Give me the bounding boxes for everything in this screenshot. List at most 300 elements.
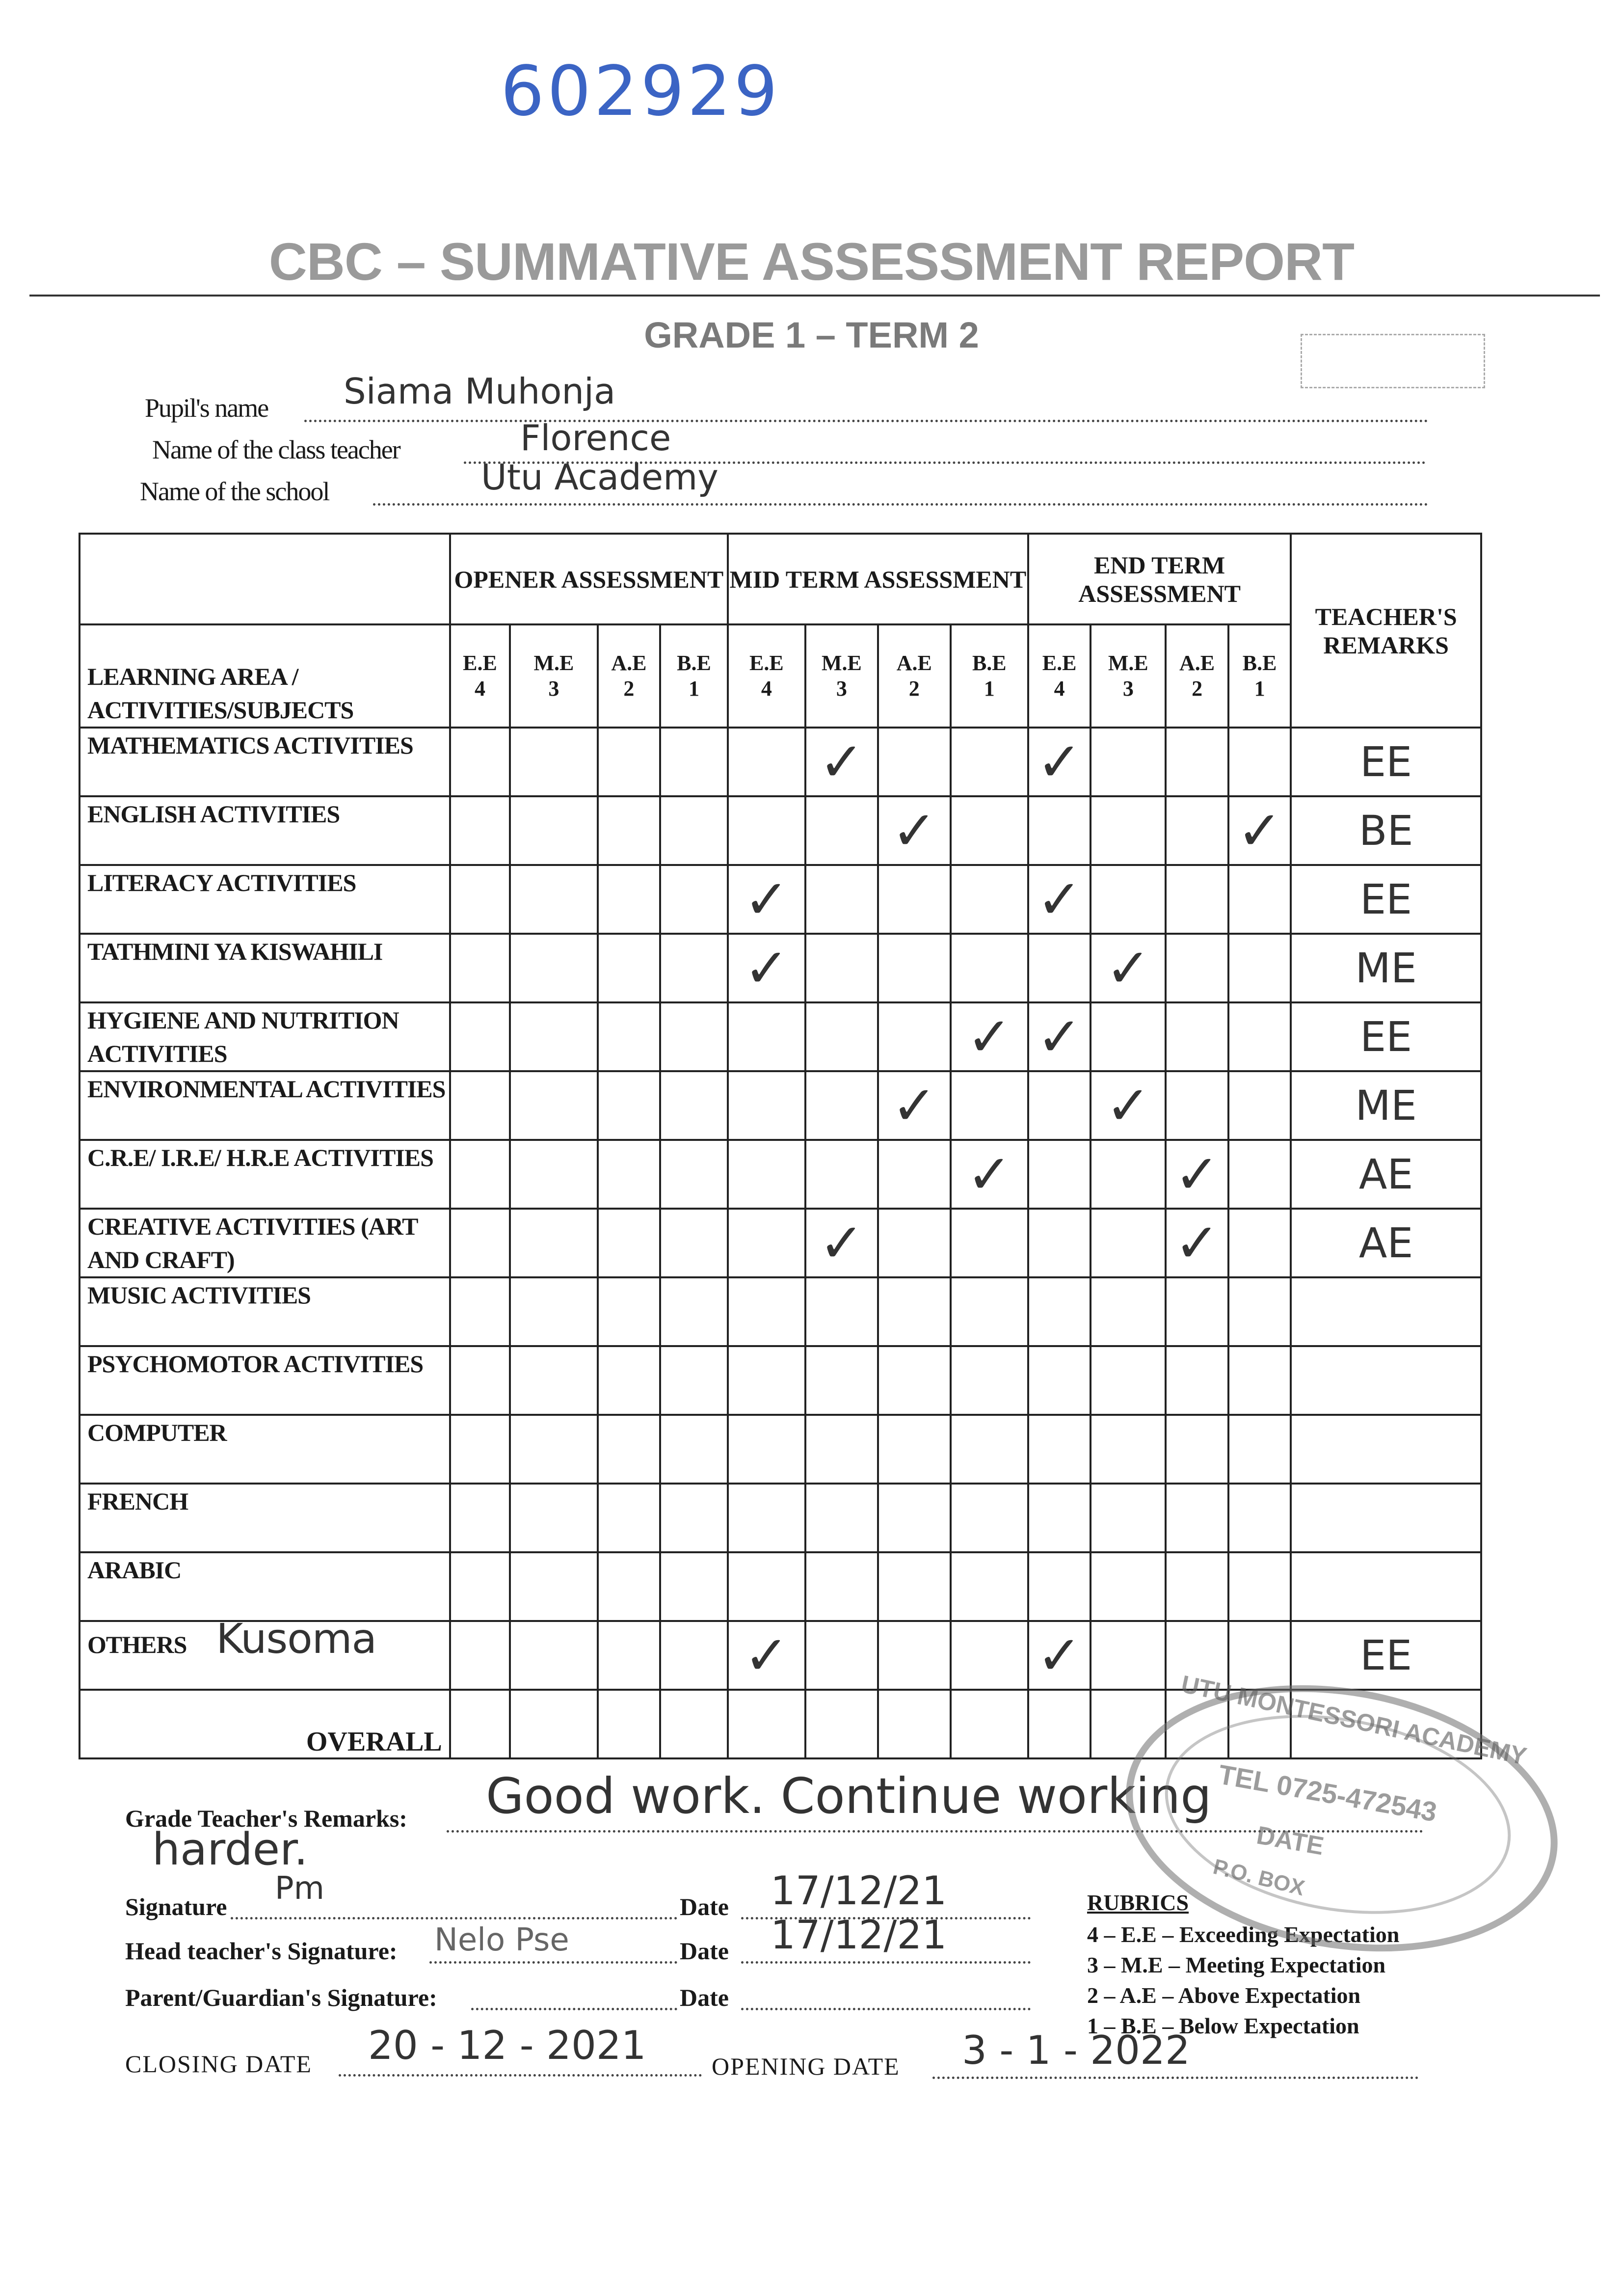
opener-ae-cell [598,1140,660,1209]
opener-ee-cell [450,1415,510,1484]
mid-be-cell [951,1552,1028,1621]
opener-ae-cell [598,1552,660,1621]
teacher-remark-cell: BE [1291,796,1481,865]
end-ee-cell [1028,1346,1091,1415]
opening-date-label: OPENING DATE [712,2053,900,2080]
check-mark-icon: ✓ [891,1074,937,1137]
class-teacher-label: Name of the class teacher [152,435,400,464]
table-rubric-header-row [80,624,1481,728]
opener-ee-cell [450,934,510,1002]
end-be-cell [1228,1002,1291,1071]
check-mark-icon: ✓ [1105,937,1151,999]
subject-name: C.R.E/ I.R.E/ H.R.E ACTIVITIES [87,1144,433,1171]
opener-ae-cell [598,728,660,796]
opener-ae-cell [598,1071,660,1140]
mid-ae-cell [878,728,951,796]
opener-ae-cell [598,1415,660,1484]
head-teacher-signature-label: Head teacher's Signature: [125,1937,398,1965]
mid-ee-cell [728,1415,805,1484]
signature-label: Signature [125,1893,227,1920]
opener-ee-cell [450,1484,510,1552]
grade-teacher-remarks-line1: Good work. Continue working [486,1767,1212,1825]
table-row [80,1071,1481,1140]
opener-be-cell [660,1346,728,1415]
overall-cell [598,1690,660,1758]
mid-me-cell [805,1277,878,1346]
teachers-remarks-header-text: TEACHER'S REMARKS [1315,602,1457,659]
opener-rubric-header-ae [598,624,660,728]
opener-rubric-header-me [510,624,597,728]
end-be-cell [1228,1140,1291,1209]
end-ee-cell [1028,1002,1091,1071]
opener-ae-cell [598,865,660,934]
mid-ae-cell [878,1140,951,1209]
end-rubric-header-ee [1028,624,1091,728]
pupil-name-value: Siama Muhonja [344,371,616,412]
check-mark-icon: ✓ [966,1005,1012,1068]
end-rubric-header-me [1091,624,1166,728]
rubric-score: 1 [984,676,995,701]
mid-be-cell [951,1484,1028,1552]
closing-date-line [339,2074,702,2077]
end-ee-cell [1028,1071,1091,1140]
subject-name: TATHMINI YA KISWAHILI [87,938,383,965]
check-mark-icon: ✓ [1105,1074,1151,1137]
mid-ee-cell [728,796,805,865]
table-row [80,728,1481,796]
subject-cell [80,1484,450,1552]
opener-ae-cell [598,1621,660,1690]
opener-be-cell [660,796,728,865]
rubric-item-be: 1 – B.E – Below Expectation [1087,2013,1359,2038]
mid-ee-cell [728,1621,805,1690]
mid-ae-cell [878,865,951,934]
opener-rubric-header-be [660,624,728,728]
opener-ae-cell [598,1209,660,1277]
end-ae-cell [1166,1140,1228,1209]
teacher-remark-cell [1291,1346,1481,1415]
end-me-cell [1091,1209,1166,1277]
opener-ee-cell [450,1071,510,1140]
check-mark-icon: ✓ [819,730,864,793]
mid-be-cell [951,1415,1028,1484]
end-ae-cell [1166,1277,1228,1346]
subject-cell [80,1615,450,1690]
opener-me-cell [510,796,597,865]
grade-teacher-remarks-label: Grade Teacher's Remarks: [125,1805,407,1832]
mid-me-cell [805,796,878,865]
rubric-item-ae: 2 – A.E – Above Expectation [1087,1983,1361,2008]
school-name-label: Name of the school [140,477,329,506]
closing-date-label: CLOSING DATE [125,2050,312,2078]
subject-cell [80,1140,450,1209]
end-me-cell [1091,1277,1166,1346]
overall-cell [951,1690,1028,1758]
end-me-cell [1091,934,1166,1002]
overall-cell [450,1690,510,1758]
mid-ae-cell [878,1415,951,1484]
rubric-score: 3 [1122,676,1134,701]
end-ee-cell [1028,1140,1091,1209]
end-ee-cell [1028,1415,1091,1484]
end-ae-cell [1166,1346,1228,1415]
subject-name: FRENCH [87,1487,188,1515]
end-ae-cell [1166,728,1228,796]
subject-cell [80,1277,450,1346]
date-value-2: 17/12/21 [771,1912,947,1958]
check-mark-icon: ✓ [966,1143,1012,1206]
opener-rubric-header-ee [450,624,510,728]
rubric-code: E.E [749,651,784,675]
subject-name: CREATIVE ACTIVITIES (ART AND CRAFT) [87,1213,418,1273]
opener-be-cell [660,1209,728,1277]
rubric-score: 1 [688,676,699,701]
mid-be-cell [951,1346,1028,1415]
mid-be-cell [951,728,1028,796]
opener-be-cell [660,1071,728,1140]
end-me-cell [1091,796,1166,865]
teacher-remark-cell: EE [1291,1002,1481,1071]
mid-ee-cell [728,728,805,796]
subject-name: MUSIC ACTIVITIES [87,1281,311,1309]
grade-term: GRADE 1 – TERM 2 [644,315,979,355]
subject-cell [80,796,450,865]
rubric-code: M.E [1108,651,1148,675]
end-be-cell [1228,1071,1291,1140]
rubric-item-me: 3 – M.E – Meeting Expectation [1087,1952,1386,1977]
stamp-school-name: UTU MONTESSORI ACADEMY [1179,1670,1529,1770]
opener-me-cell [510,1277,597,1346]
check-mark-icon: ✓ [1037,1005,1082,1068]
teacher-remark-cell [1291,1552,1481,1621]
mid-me-cell [805,1552,878,1621]
rubric-code: M.E [533,651,574,675]
end-ae-cell [1166,1484,1228,1552]
check-mark-icon: ✓ [1174,1143,1220,1206]
end-ae-cell [1166,1415,1228,1484]
subject-column-header: LEARNING AREA / ACTIVITIES/SUBJECTS [80,624,450,728]
end-be-cell [1228,1552,1291,1621]
mid-ae-cell [878,934,951,1002]
teacher-remark-cell: ME [1291,1071,1481,1140]
mid-ee-cell [728,1140,805,1209]
faded-stamp-box [1301,334,1485,388]
rubric-score: 4 [474,676,485,701]
rubric-code: M.E [821,651,862,675]
rubric-score: 2 [623,676,635,701]
pupil-name-label: Pupil's name [145,393,268,423]
subject-name: COMPUTER [87,1419,227,1446]
teacher-remark-cell: AE [1291,1209,1481,1277]
rubrics-title: RUBRICS [1087,1890,1189,1915]
mid-be-cell [951,1209,1028,1277]
table-row [80,1277,1481,1346]
rubric-score: 4 [761,676,772,701]
mid-ee-cell [728,1346,805,1415]
mid-me-cell [805,1071,878,1140]
mid-ae-cell [878,1484,951,1552]
opener-ee-cell [450,1621,510,1690]
rubric-item-ee: 4 – E.E – Exceeding Expectation [1087,1922,1400,1947]
end-ae-cell [1166,1552,1228,1621]
school-name-value: Utu Academy [481,457,718,498]
end-ee-cell [1028,1209,1091,1277]
opener-ee-cell [450,728,510,796]
end-me-cell [1091,865,1166,934]
date-value-1: 17/12/21 [771,1868,947,1914]
end-be-cell [1228,1346,1291,1415]
mid-me-cell [805,1140,878,1209]
mid-ae-cell [878,1209,951,1277]
end-be-cell [1228,796,1291,865]
school-name-line [373,503,1428,506]
subject-cell [80,1209,450,1277]
pupil-name-line [304,420,1428,422]
check-mark-icon: ✓ [891,799,937,862]
subject-name: MATHEMATICS ACTIVITIES [87,731,413,759]
opener-me-cell [510,1415,597,1484]
teacher-remark-cell: EE [1291,728,1481,796]
teacher-remark-cell: ME [1291,934,1481,1002]
opener-ee-cell [450,1552,510,1621]
rubric-code: B.E [972,651,1007,675]
subject-name: LITERACY ACTIVITIES [87,869,356,896]
table-row [80,1415,1481,1484]
end-me-cell [1091,1071,1166,1140]
opener-me-cell [510,865,597,934]
subject-cell [80,1071,450,1140]
overall-label: OVERALL [80,1690,450,1758]
assessment-table [79,533,1482,1759]
opener-ee-cell [450,1209,510,1277]
end-ae-cell [1166,865,1228,934]
rubric-score: 3 [548,676,559,701]
overall-cell [805,1690,878,1758]
mid-term-assessment-header: MID TERM ASSESSMENT [728,534,1028,624]
table-row [80,1552,1481,1621]
overall-cell [660,1690,728,1758]
subject-name: ARABIC [87,1556,182,1584]
opener-me-cell [510,1071,597,1140]
rubric-score: 2 [1192,676,1203,701]
table-row [80,934,1481,1002]
mid-ae-cell [878,1002,951,1071]
signature-line [231,1917,677,1919]
end-me-cell [1091,1346,1166,1415]
opener-be-cell [660,1621,728,1690]
end-ee-cell [1028,1277,1091,1346]
teacher-remark-cell [1291,1415,1481,1484]
date-label-2: Date [680,1937,729,1965]
parent-signature-label: Parent/Guardian's Signature: [125,1984,437,2011]
table-row [80,1140,1481,1209]
end-me-cell [1091,728,1166,796]
mid-me-cell [805,865,878,934]
signature-value: Pm [275,1870,324,1907]
opener-ee-cell [450,796,510,865]
mid-ee-cell [728,865,805,934]
rubric-score: 2 [908,676,920,701]
table-row [80,1484,1481,1552]
grade-teacher-remarks-line2: harder. [152,1824,308,1875]
mid-ae-cell [878,1621,951,1690]
mid-be-cell [951,796,1028,865]
end-ee-cell [1028,1484,1091,1552]
end-be-cell [1228,1621,1291,1690]
mid-be-cell [951,934,1028,1002]
opener-ae-cell [598,1484,660,1552]
mid-me-cell [805,728,878,796]
mid-rubric-header-be [951,624,1028,728]
opener-ae-cell [598,1346,660,1415]
overall-cell [1028,1690,1091,1758]
rubric-score: 1 [1254,676,1265,701]
opener-be-cell [660,1140,728,1209]
end-me-cell [1091,1552,1166,1621]
subject-name: ENGLISH ACTIVITIES [87,800,340,828]
subject-cell [80,934,450,1002]
opener-ee-cell [450,1277,510,1346]
mid-me-cell [805,1002,878,1071]
opener-me-cell [510,728,597,796]
end-ee-cell [1028,934,1091,1002]
rubric-score: 3 [836,676,847,701]
opener-be-cell [660,865,728,934]
end-ee-cell [1028,865,1091,934]
check-mark-icon: ✓ [1237,799,1282,862]
subject-cell [80,865,450,934]
date-line-3 [741,2008,1031,2010]
mid-ee-cell [728,1002,805,1071]
end-ae-cell [1166,1071,1228,1140]
subject-name: PSYCHOMOTOR ACTIVITIES [87,1350,424,1378]
stamp-date: DATE [1254,1821,1326,1861]
opener-assessment-header: OPENER ASSESSMENT [450,534,728,624]
mid-ee-cell [728,934,805,1002]
rubric-code: A.E [1179,651,1215,675]
title-divider [29,295,1600,297]
mid-rubric-header-ae [878,624,951,728]
report-title: CBC – SUMMATIVE ASSESSMENT REPORT [268,232,1355,291]
mid-be-cell [951,865,1028,934]
opener-me-cell [510,1552,597,1621]
end-ee-cell [1028,728,1091,796]
opener-ae-cell [598,1002,660,1071]
mid-ae-cell [878,1552,951,1621]
mid-be-cell [951,1140,1028,1209]
mid-ae-cell [878,1071,951,1140]
subject-name: ENVIRONMENTAL ACTIVITIES [87,1075,446,1103]
check-mark-icon: ✓ [744,1624,789,1687]
stamp-telephone: TEL 0725-472543 [1216,1758,1439,1828]
class-teacher-value: Florence [520,417,671,459]
opener-be-cell [660,934,728,1002]
opening-date-line [932,2077,1418,2079]
end-ae-cell [1166,796,1228,865]
mid-me-cell [805,1209,878,1277]
rubric-code: A.E [611,651,647,675]
parent-signature-line [471,2008,677,2010]
mid-me-cell [805,934,878,1002]
mid-me-cell [805,1415,878,1484]
mid-ee-cell [728,1071,805,1140]
end-me-cell [1091,1621,1166,1690]
opener-be-cell [660,1002,728,1071]
opener-me-cell [510,1209,597,1277]
date-line-2 [741,1961,1031,1964]
head-signature-line [429,1961,677,1964]
table-row [80,1209,1481,1277]
end-rubric-header-ae [1166,624,1228,728]
opener-be-cell [660,1415,728,1484]
rubric-code: E.E [463,651,497,675]
mid-be-cell [951,1002,1028,1071]
overall-cell [878,1690,951,1758]
overall-cell [728,1690,805,1758]
end-me-cell [1091,1415,1166,1484]
teacher-remark-cell: AE [1291,1140,1481,1209]
opener-me-cell [510,1140,597,1209]
blank-corner-cell [80,534,450,624]
end-me-cell [1091,1484,1166,1552]
mid-be-cell [951,1621,1028,1690]
table-row [80,796,1481,865]
rubric-code: B.E [677,651,711,675]
end-me-cell [1091,1140,1166,1209]
mid-be-cell [951,1071,1028,1140]
check-mark-icon: ✓ [1037,868,1082,931]
mid-me-cell [805,1621,878,1690]
overall-cell [510,1690,597,1758]
check-mark-icon: ✓ [1174,1212,1220,1274]
mid-rubric-header-ee [728,624,805,728]
rubric-code: B.E [1242,651,1277,675]
end-be-cell [1228,728,1291,796]
mid-ee-cell [728,1484,805,1552]
table-row [80,1002,1481,1071]
check-mark-icon: ✓ [1037,730,1082,793]
opener-ee-cell [450,1346,510,1415]
mid-ee-cell [728,1209,805,1277]
opener-me-cell [510,934,597,1002]
subject-cell [80,1415,450,1484]
check-mark-icon: ✓ [819,1212,864,1274]
end-rubric-header-be [1228,624,1291,728]
end-ae-cell [1166,934,1228,1002]
end-be-cell [1228,1484,1291,1552]
end-be-cell [1228,865,1291,934]
opener-be-cell [660,728,728,796]
teacher-remark-cell [1291,1484,1481,1552]
table-row [80,1346,1481,1415]
table-group-header-row [80,534,1481,624]
check-mark-icon: ✓ [744,868,789,931]
subject-cell [80,728,450,796]
opener-ee-cell [450,1002,510,1071]
check-mark-icon: ✓ [1037,1624,1082,1687]
mid-ee-cell [728,1552,805,1621]
subject-cell [80,1346,450,1415]
opening-date-value: 3 - 1 - 2022 [962,2027,1190,2073]
reference-number: 602929 [501,52,781,132]
end-be-cell [1228,1415,1291,1484]
date-label-3: Date [680,1984,729,2011]
end-me-cell [1091,1002,1166,1071]
mid-me-cell [805,1346,878,1415]
opener-be-cell [660,1277,728,1346]
opener-ae-cell [598,1277,660,1346]
end-ae-cell [1166,1002,1228,1071]
